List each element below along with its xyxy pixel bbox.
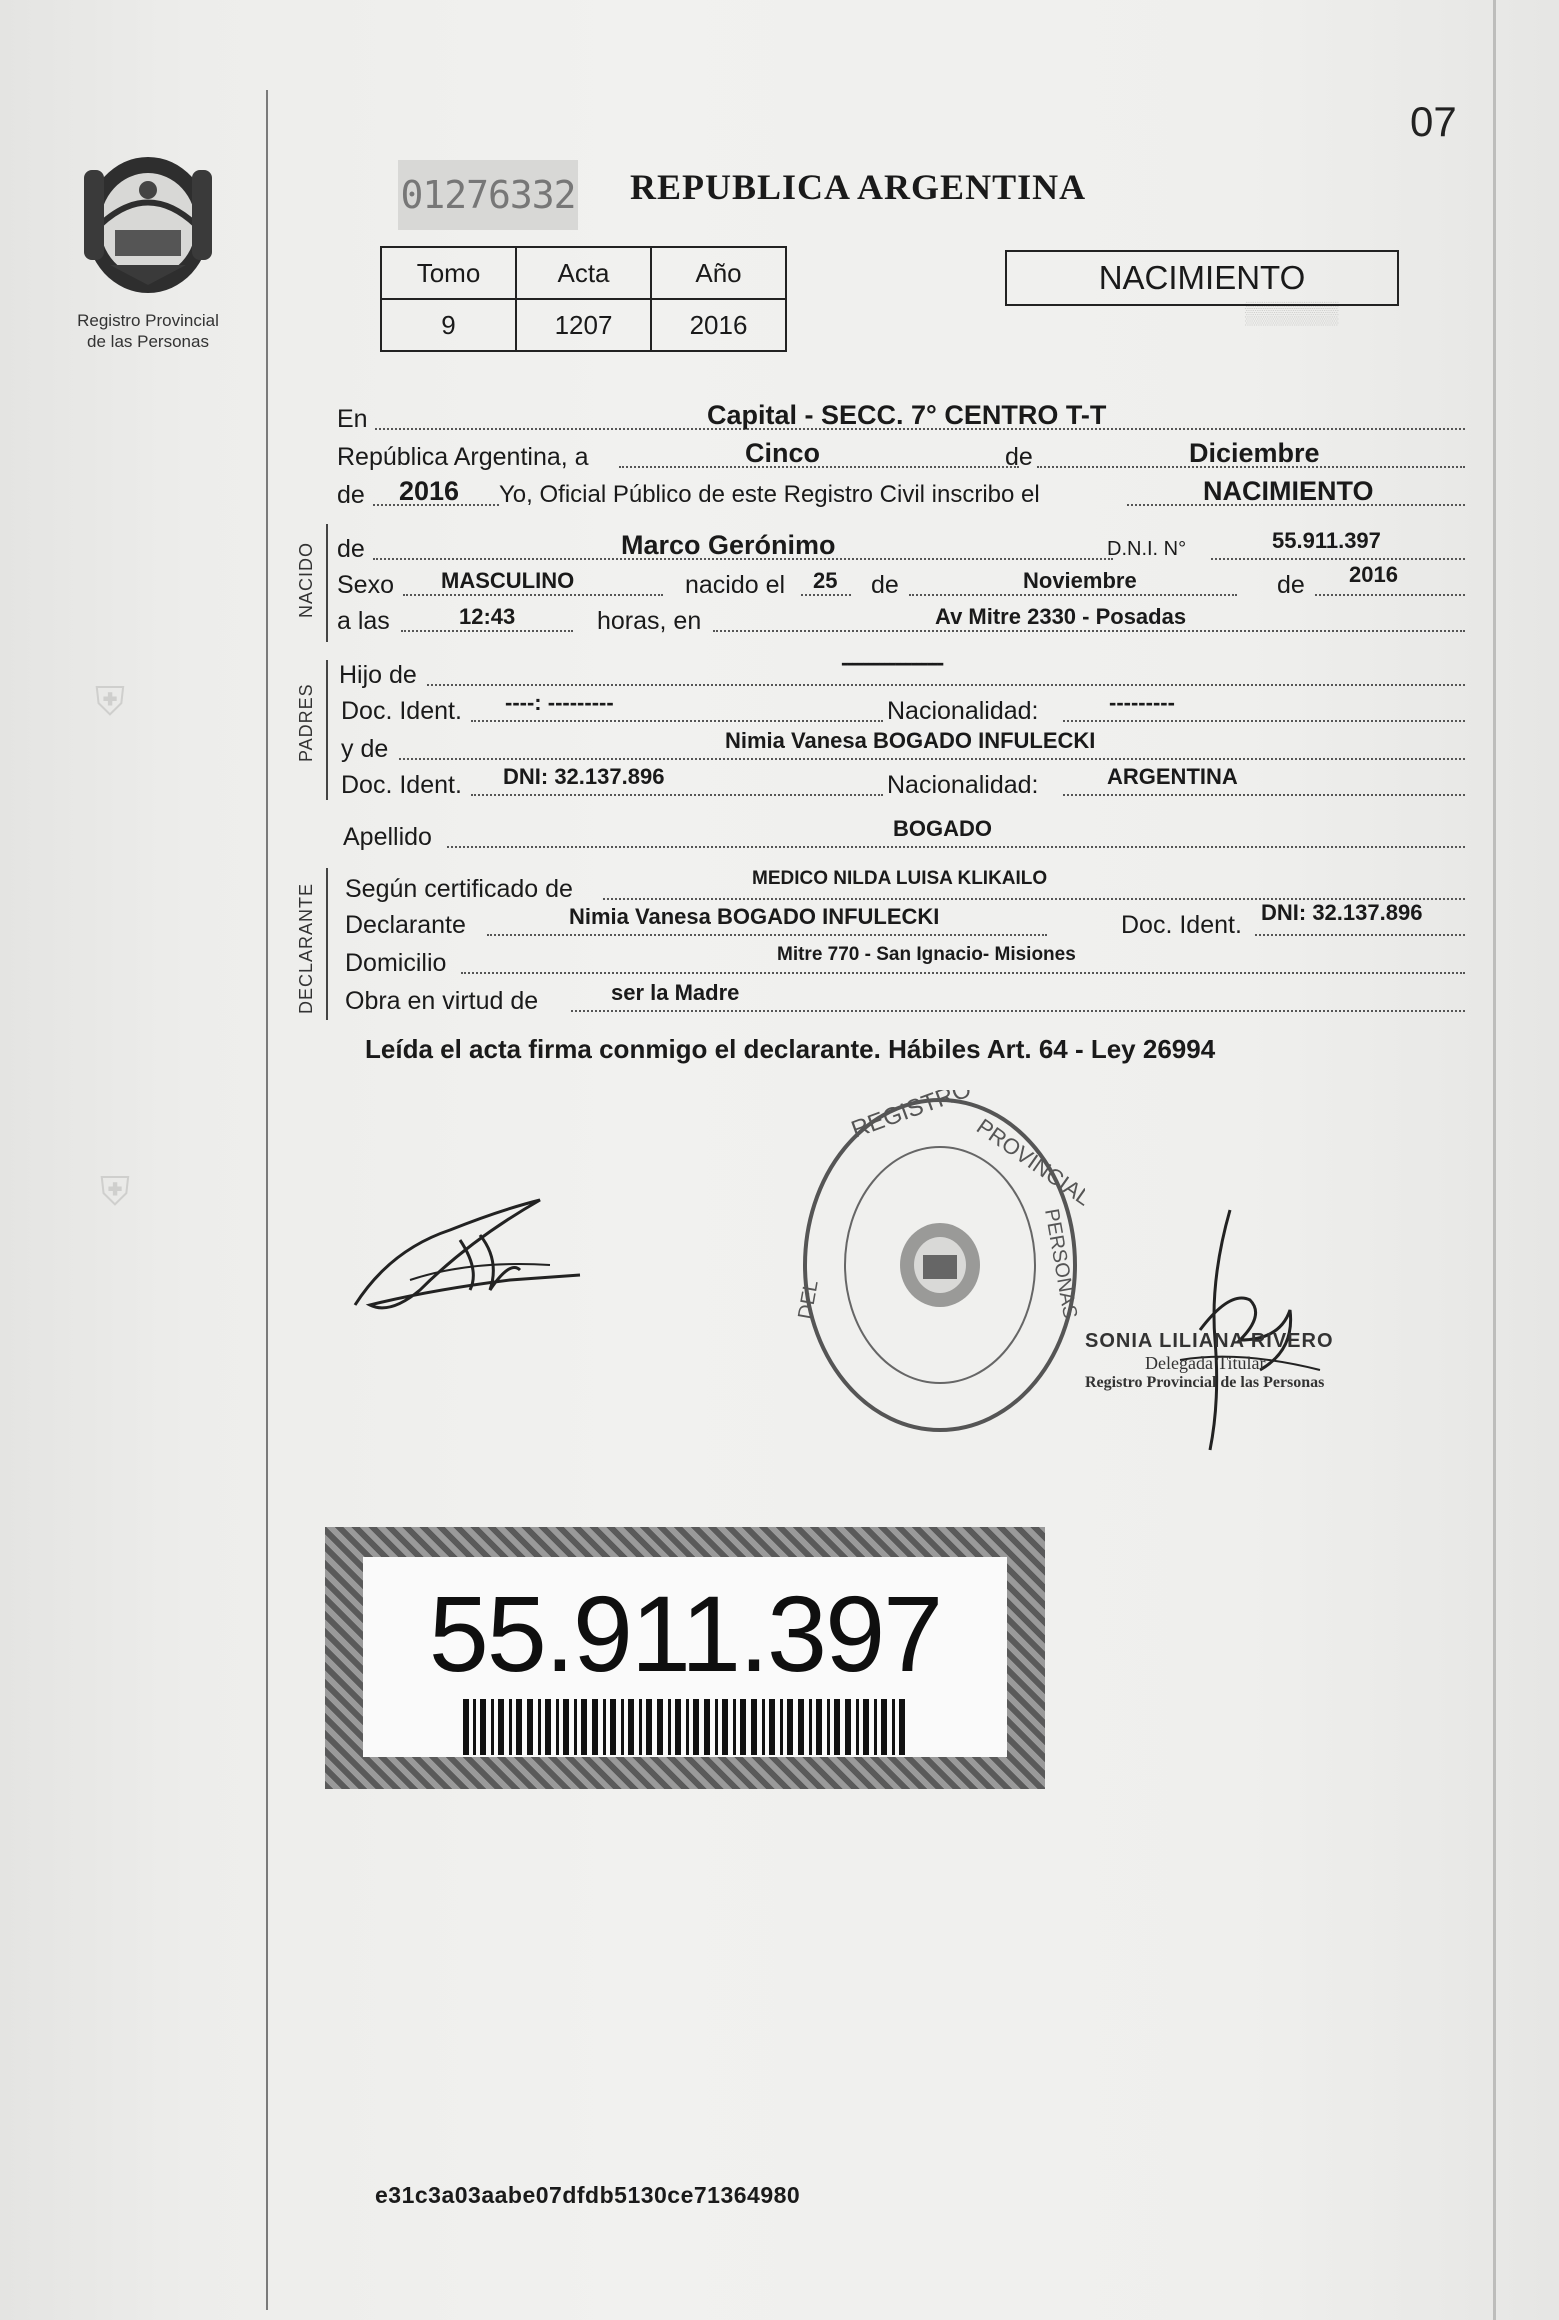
act-type-box: NACIMIENTO xyxy=(1005,250,1399,306)
mother-name: Nimia Vanesa BOGADO INFULECKI xyxy=(725,728,1096,753)
right-page-edge xyxy=(1493,0,1496,2320)
doc-label: Doc. Ident. xyxy=(341,697,462,725)
acta-header: Acta xyxy=(516,247,651,299)
section-bracket xyxy=(326,868,328,1020)
birth-time: 12:43 xyxy=(459,604,516,629)
bleed-through-logo: ⛨ xyxy=(100,1170,130,1214)
row-name xyxy=(337,530,1465,564)
row-father-doc xyxy=(337,692,1465,726)
official-block xyxy=(1085,1330,1405,1392)
row-mother-doc xyxy=(337,766,1465,800)
domicilio-label: Domicilio xyxy=(345,949,447,977)
ano-header: Año xyxy=(651,247,786,299)
mother-nationality: ARGENTINA xyxy=(1107,764,1238,789)
declarant-doc: DNI: 32.137.896 xyxy=(1261,900,1423,925)
svg-text:PERSONAS: PERSONAS xyxy=(1040,1207,1082,1321)
barcode-card xyxy=(363,1557,1007,1757)
closing-statement: Leída el acta firma conmigo el declarante. Hábiles Art. 64 - Ley 26994 xyxy=(365,1034,1216,1064)
page-number: 07 xyxy=(1410,98,1457,145)
father-doc: ----: --------- xyxy=(505,690,614,715)
row-mother xyxy=(337,730,1465,764)
de-label: de xyxy=(337,481,365,509)
section-bracket xyxy=(326,524,328,642)
tomo-value: 9 xyxy=(381,299,516,351)
yde-label: y de xyxy=(341,735,389,763)
doc-label: Doc. Ident. xyxy=(1121,911,1242,939)
logo-caption: Registro Provincial de las Personas xyxy=(77,311,219,351)
row-obra xyxy=(337,982,1465,1016)
child-name: Marco Gerónimo xyxy=(621,530,836,560)
de-label: de xyxy=(871,571,899,599)
apellido-value: BOGADO xyxy=(893,816,992,841)
nacionalidad-label: Nacionalidad: xyxy=(887,697,1039,725)
declarante-section-label: DECLARANTE xyxy=(296,882,316,1014)
doc-label: Doc. Ident. xyxy=(341,771,462,799)
row-father xyxy=(337,650,1465,690)
svg-text:PROVINCIAL: PROVINCIAL xyxy=(972,1113,1085,1211)
left-margin-rule xyxy=(266,90,268,2310)
nacido-label: nacido el xyxy=(685,571,786,599)
barcode-label xyxy=(325,1527,1045,1789)
dni-label: D.N.I. N° xyxy=(1107,538,1187,560)
father-name: ------------------- xyxy=(841,650,943,675)
birth-day: 25 xyxy=(813,568,838,593)
document-hash: e31c3a03aabe07dfdb5130ce71364980 xyxy=(375,2182,801,2208)
year-value: 2016 xyxy=(399,476,460,506)
row-sex-birth xyxy=(337,562,1465,600)
bleed-through-mark: ▒▒▒▒▒▒ xyxy=(1245,300,1339,325)
horas-label: horas, en xyxy=(597,607,702,635)
yo-text: Yo, Oficial Público de este Registro Civil inscribo el xyxy=(499,481,1040,508)
row-declarant xyxy=(337,900,1465,940)
ano-value: 2016 xyxy=(651,299,786,351)
serial-number: 01276332 xyxy=(398,160,578,230)
register-table xyxy=(380,246,787,352)
certificado-label: Según certificado de xyxy=(345,875,573,903)
barcode-bars xyxy=(463,1699,907,1755)
child-dni: 55.911.397 xyxy=(1272,528,1381,553)
declarant-signature xyxy=(350,1180,590,1320)
barcode-number: 55.911.397 xyxy=(428,1573,942,1694)
row-place xyxy=(337,400,1465,434)
svg-text:DEL: DEL xyxy=(795,1278,823,1321)
dotted-line xyxy=(1315,593,1465,596)
row-year xyxy=(337,476,1465,510)
section-bracket xyxy=(326,660,328,800)
sex-value: MASCULINO xyxy=(441,568,575,593)
tomo-header: Tomo xyxy=(381,247,516,299)
province-seal-logo xyxy=(70,150,230,305)
sexo-label: Sexo xyxy=(337,571,394,599)
official-office: Registro Provincial de las Personas xyxy=(1085,1374,1325,1391)
domicile-value: Mitre 770 - San Ignacio- Misiones xyxy=(777,944,1076,965)
official-name: SONIA LILIANA RIVERO xyxy=(1085,1330,1334,1352)
birth-place: Av Mitre 2330 - Posadas xyxy=(935,604,1187,629)
en-label: En xyxy=(337,405,368,433)
mother-doc: DNI: 32.137.896 xyxy=(503,764,665,789)
declarant-name: Nimia Vanesa BOGADO INFULECKI xyxy=(569,904,940,929)
father-nationality: --------- xyxy=(1109,690,1175,715)
official-stamp xyxy=(795,1090,1085,1440)
acta-value: 1207 xyxy=(516,299,651,351)
row-apellido xyxy=(337,818,1465,852)
act-type-value: NACIMIENTO xyxy=(1203,476,1374,506)
certificate-value: MEDICO NILDA LUISA KLIKAILO xyxy=(752,868,1048,889)
alas-label: a las xyxy=(337,607,390,635)
place-value: Capital - SECC. 7° CENTRO T-T xyxy=(707,400,1107,430)
month-value: Diciembre xyxy=(1189,438,1320,468)
de-label: de xyxy=(1005,443,1033,471)
obra-value: ser la Madre xyxy=(611,980,740,1005)
hijo-label: Hijo de xyxy=(339,661,417,689)
obra-label: Obra en virtud de xyxy=(345,987,539,1015)
republica-label: República Argentina, a xyxy=(337,443,589,471)
padres-section-label: PADRES xyxy=(296,683,316,762)
nacido-section-label: NACIDO xyxy=(296,541,316,618)
declarante-label: Declarante xyxy=(345,911,466,939)
birth-month: Noviembre xyxy=(1023,568,1137,593)
day-value: Cinco xyxy=(745,438,821,468)
row-time-place xyxy=(337,602,1465,636)
svg-text:REGISTRO: REGISTRO xyxy=(847,1090,975,1144)
row-domicile xyxy=(337,944,1465,978)
de-label: de xyxy=(1277,571,1305,599)
de-label: de xyxy=(337,535,365,563)
dotted-line xyxy=(1255,933,1465,936)
official-title: Delegada Titular xyxy=(1145,1353,1266,1373)
bleed-through-logo: ⛨ xyxy=(95,680,125,724)
country-title: REPUBLICA ARGENTINA xyxy=(630,167,1087,207)
nacionalidad-label: Nacionalidad: xyxy=(887,771,1039,799)
row-date xyxy=(337,438,1465,472)
birth-year: 2016 xyxy=(1349,562,1398,587)
apellido-label: Apellido xyxy=(343,823,432,851)
